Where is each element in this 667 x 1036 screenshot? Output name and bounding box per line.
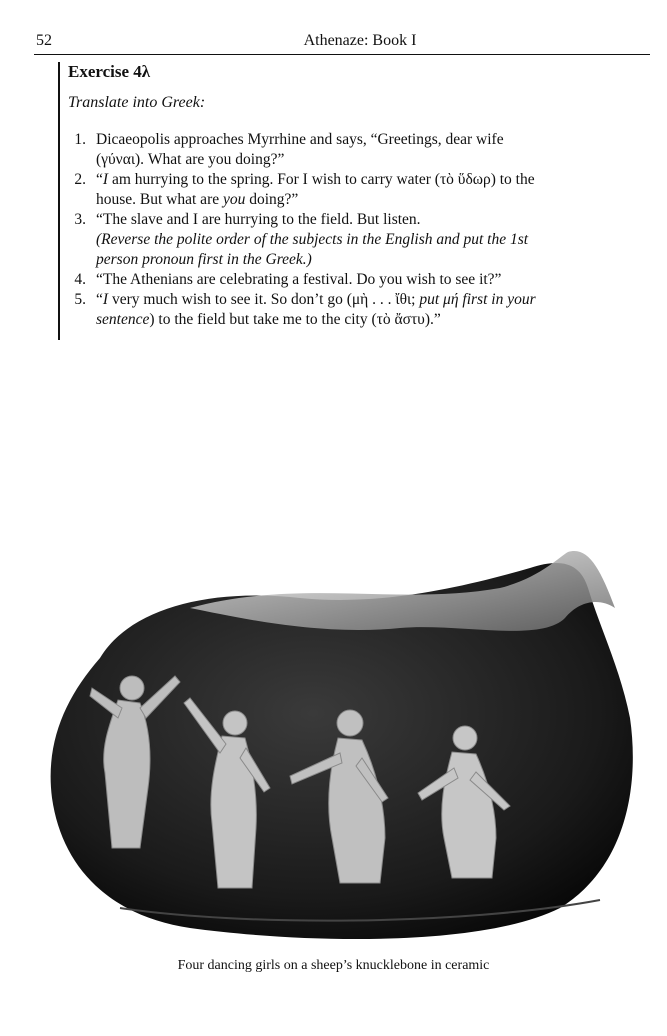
italic-run: I: [102, 291, 109, 308]
knucklebone-illustration: [40, 548, 650, 948]
item-note: (Reverse the polite order of the subjects in the English and put the 1st: [96, 231, 529, 248]
exercise-box: [58, 60, 648, 343]
item-note: person pronoun first in the Greek.): [96, 251, 312, 268]
exercise-side-bar: [58, 62, 60, 340]
item-line: “The slave and I are hurrying to the field. But listen.: [96, 211, 421, 228]
running-head: Athenaze: Book I: [303, 32, 417, 49]
item-number: 3.: [74, 211, 86, 228]
item-line: [96, 310, 648, 330]
italic-run: put μή first in your: [419, 291, 536, 308]
item-number: 4.: [74, 271, 86, 288]
item-number: 5.: [74, 291, 86, 308]
text-run: very much wish to see it. So don’t go (μὴ . . . ἴθι;: [108, 291, 420, 308]
item-number: 1.: [74, 131, 86, 148]
item-line: [96, 170, 648, 190]
page-number: 52: [36, 32, 52, 49]
page-header: [34, 32, 650, 56]
item-line: [96, 290, 648, 310]
item-line: (γύναι). What are you doing?”: [96, 151, 285, 168]
exercise-item-4: [64, 270, 648, 290]
exercise-instruction: Translate into Greek:: [68, 94, 206, 111]
exercise-item-1: [64, 130, 648, 170]
italic-run: sentence: [96, 311, 150, 328]
italic-run: you: [222, 191, 246, 208]
knucklebone-figure: [40, 548, 650, 948]
figure-caption: Four dancing girls on a sheep’s knucklebone in ceramic: [177, 958, 490, 973]
bone-highlight: [190, 551, 615, 631]
text-run: “: [96, 291, 103, 308]
exercise-item-5: [64, 290, 648, 330]
text-run: am hurrying to the spring. For I wish to carry water (τὸ ὕδωρ) to the: [108, 171, 535, 188]
text-run: doing?”: [245, 191, 299, 208]
item-number: 2.: [74, 171, 86, 188]
text-run: house. But what are: [96, 191, 223, 208]
text-run: ) to the field but take me to the city (τὸ ἄστυ).”: [149, 311, 441, 328]
header-rule: [34, 54, 650, 55]
exercise-item-2: [64, 170, 648, 210]
item-line: [96, 190, 648, 210]
exercise-title: Exercise 4λ: [68, 62, 151, 81]
exercise-items: [64, 130, 648, 330]
item-line: “The Athenians are celebrating a festival. Do you wish to see it?”: [96, 271, 502, 288]
exercise-item-3: [64, 210, 648, 270]
italic-run: I: [102, 171, 109, 188]
item-line: Dicaeopolis approaches Myrrhine and says, “Greetings, dear wife: [96, 131, 504, 148]
text-run: “: [96, 171, 103, 188]
